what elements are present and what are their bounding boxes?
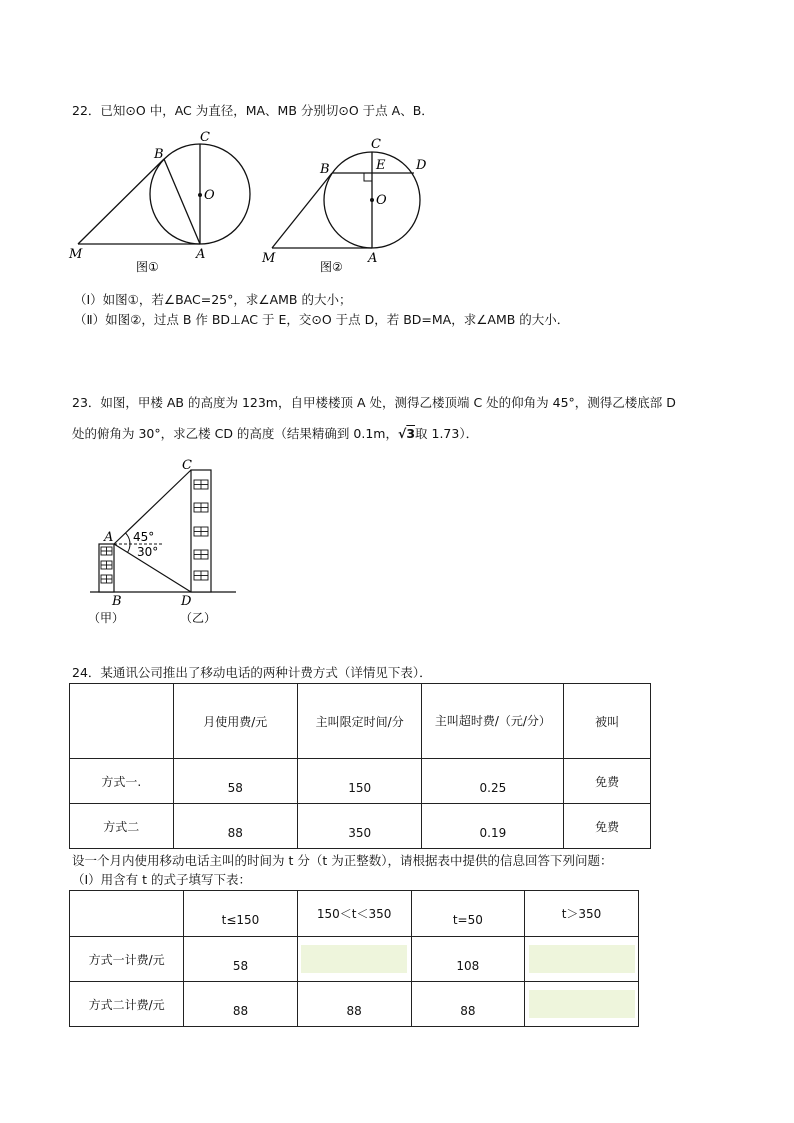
label-m: M [69,247,83,262]
q22-figure-1 [66,126,256,276]
fee-header-called: 被叫 [564,684,651,759]
fee-row2-label: 方式二 [70,804,174,849]
q22-part2: （Ⅱ）如图②，过点 B 作 BD⊥AC 于 E，交⊙O 于点 D，若 BD=MA，求∠AMB 的大小． [74,312,570,327]
label-a: A [196,247,206,262]
calc-header-empty [70,891,184,937]
fee-table-header [70,684,651,759]
building-yi-caption: （乙） [180,611,217,625]
fig2-caption: 图② [320,260,343,274]
label-e: E [376,158,386,173]
center-dot [198,193,202,197]
fee-row1-limit: 150 [297,759,421,804]
label-b: B [112,594,122,609]
q24-stem: 24．某通讯公司推出了移动电话的两种计费方式（详情见下表）． [72,665,432,680]
label-d: D [416,158,427,173]
sqrt-symbol: √ [397,426,407,441]
q24-line2: 设一个月内使用移动电话主叫的时间为 t 分（t 为正整数），请根据表中提供的信息回答下列问题： [72,853,613,868]
center-dot [370,198,374,202]
calc-header-150-350: 150＜t＜350 [297,891,411,937]
fee-header-empty [70,684,174,759]
calc-row2-label: 方式二计费/元 [70,982,184,1027]
angle-label-30: 30° [137,545,159,559]
q23-figure [84,455,244,630]
fee-row1-label: 方式一. [70,759,174,804]
fee-header-monthly: 月使用费/元 [173,684,297,759]
calc-header-t50: t=50 [411,891,524,937]
calc-row2-c1: 88 [184,982,297,1027]
q23-line2-pre: 处的俯角为 30°，求乙楼 CD 的高度（结果精确到 0.1m， [72,426,398,441]
angle-label-45: 45° [133,530,155,544]
q22-figure-2 [258,126,438,276]
calc-header-gt350: t＞350 [525,891,639,937]
q22-part1: （Ⅰ）如图①，若∠BAC=25°，求∠AMB 的大小； [74,292,352,307]
right-angle-mark [364,173,372,181]
fee-row1-overtime: 0.25 [422,759,564,804]
q24-part1: （Ⅰ）用含有 t 的式子填写下表： [72,872,252,887]
calc-row1-c3: 108 [411,937,524,982]
label-a: A [104,530,114,545]
chord-ba [164,159,200,244]
fee-header-limit: 主叫限定时间/分 [297,684,421,759]
label-a: A [368,251,378,266]
building-jia-caption: （甲） [88,611,125,625]
fee-row1-monthly: 58 [173,759,297,804]
angle-arc-30 [128,544,131,553]
fee-header-overtime: 主叫超时费/（元/分） [422,684,564,759]
calc-header-le150: t≤150 [184,891,297,937]
calc-row1-label: 方式一计费/元 [70,937,184,982]
label-o: O [204,188,215,203]
fee-table [69,683,651,849]
q23-line2 [72,424,478,444]
q23-line2-post: 取 1.73）． [415,426,479,441]
fee-row2-called: 免费 [564,804,651,849]
fee-row2-overtime: 0.19 [422,804,564,849]
q23-line1: 23．如图，甲楼 AB 的高度为 123m，自甲楼楼顶 A 处，测得乙楼顶端 C 处的仰角为 45°，测得乙楼底部 D [72,395,676,410]
calc-row1-c4-blank[interactable] [525,937,639,982]
label-o: O [376,193,387,208]
fee-row1-called: 免费 [564,759,651,804]
calc-row1-c2-blank[interactable] [297,937,411,982]
calc-row2-c4-blank[interactable] [525,982,639,1027]
table-row [70,759,651,804]
sqrt-radicand: 3 [406,426,416,441]
angle-arc-45 [126,533,131,544]
calc-row1-c1: 58 [184,937,297,982]
label-c: C [200,130,210,145]
label-b: B [154,147,164,162]
calc-row2-c3: 88 [411,982,524,1027]
label-b: B [320,162,330,177]
tangent-mb [272,173,332,248]
fig1-caption: 图① [136,260,159,274]
label-c: C [182,458,192,473]
label-m: M [262,251,276,266]
q22-stem: 22．已知⊙O 中，AC 为直径，MA、MB 分别切⊙O 于点 A、B． [72,103,434,118]
table-row [70,937,639,982]
calc-table-header [70,891,639,937]
label-d: D [181,594,192,609]
fee-row2-limit: 350 [297,804,421,849]
calc-row2-c2: 88 [297,982,411,1027]
fee-row2-monthly: 88 [173,804,297,849]
table-row [70,804,651,849]
label-c: C [371,137,381,152]
calc-table [69,890,639,1027]
table-row [70,982,639,1027]
